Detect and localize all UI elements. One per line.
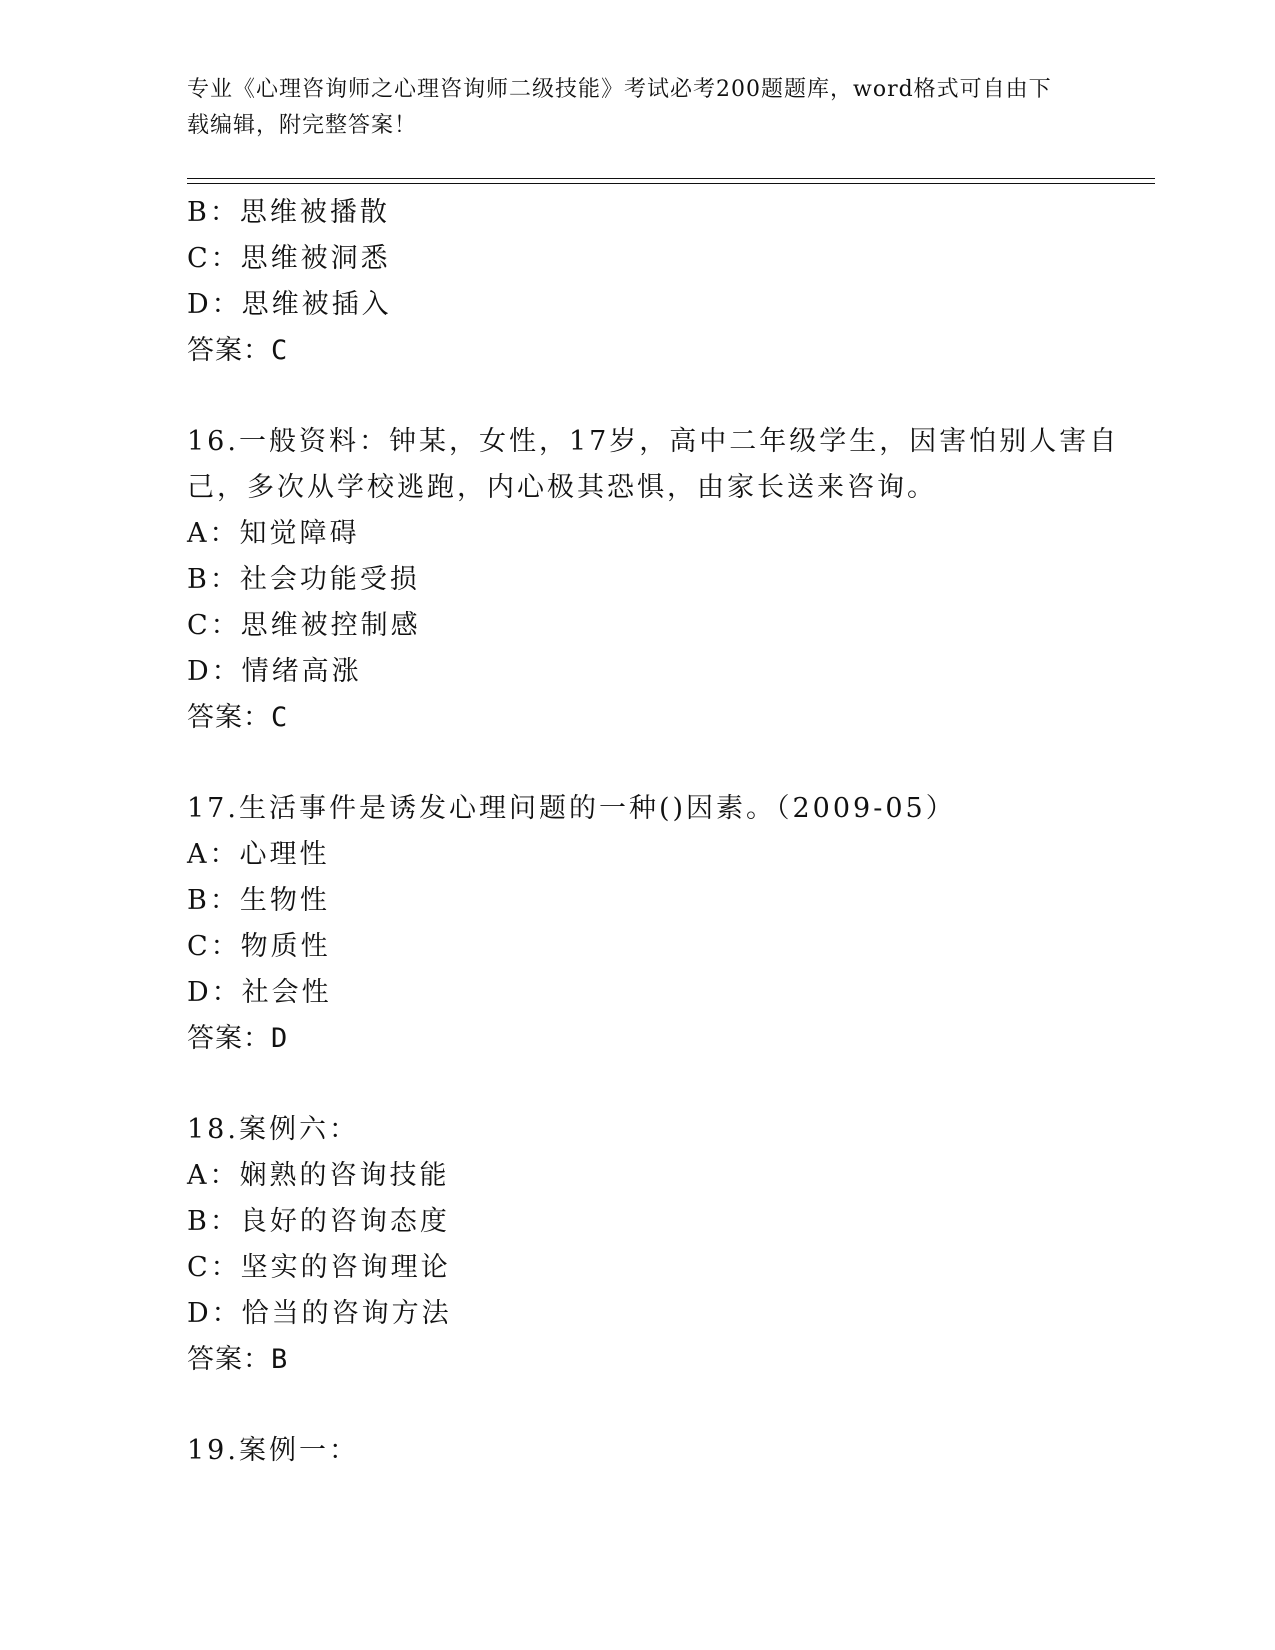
- spacer: [187, 374, 1087, 419]
- option-b: B：社会功能受损: [187, 564, 420, 595]
- spacer: [187, 741, 1087, 786]
- option-b: B：良好的咨询态度: [187, 1206, 450, 1237]
- spacer: [187, 1383, 1087, 1428]
- option-d: D：思维被插入: [187, 289, 392, 320]
- question-content: [187, 190, 1120, 1474]
- option-c: C：物质性: [187, 931, 331, 962]
- question-17: [187, 786, 1087, 1062]
- answer: 答案：D: [187, 1023, 289, 1054]
- header-rule-top: [187, 178, 1155, 179]
- answer: 答案：C: [187, 702, 289, 733]
- question-stem-line-1: 16.一般资料：钟某，女性，17岁，高中二年级学生，因害怕别人害自: [187, 426, 1120, 457]
- answer: 答案：C: [187, 335, 289, 366]
- spacer: [187, 1062, 1087, 1107]
- question-stem: 19.案例一：: [187, 1435, 359, 1466]
- option-b: B：思维被播散: [187, 197, 390, 228]
- option-d: D：社会性: [187, 977, 332, 1008]
- answer: 答案：B: [187, 1344, 289, 1375]
- question-stem: 18.案例六：: [187, 1114, 359, 1145]
- option-c: C：思维被洞悉: [187, 243, 391, 274]
- option-c: C：思维被控制感: [187, 610, 421, 641]
- option-a: A：知觉障碍: [187, 518, 360, 549]
- question-16: [187, 419, 1120, 741]
- question-15: [187, 190, 1087, 374]
- option-c: C：坚实的咨询理论: [187, 1252, 451, 1283]
- question-18: [187, 1107, 1087, 1383]
- header-rule-bottom: [187, 183, 1155, 184]
- question-19: [187, 1428, 1087, 1474]
- document-header: 专业《心理咨询师之心理咨询师二级技能》考试必考200题题库，word格式可自由下载编辑，附完整答案！: [187, 77, 1052, 138]
- option-d: D：恰当的咨询方法: [187, 1298, 452, 1329]
- option-a: A：娴熟的咨询技能: [187, 1160, 450, 1191]
- option-b: B：生物性: [187, 885, 330, 916]
- option-a: A：心理性: [187, 839, 330, 870]
- question-stem-line-2: 己，多次从学校逃跑，内心极其恐惧，由家长送来咨询。: [187, 472, 937, 503]
- question-stem: 17.生活事件是诱发心理问题的一种()因素。（2009-05）: [187, 793, 956, 824]
- option-d: D：情绪高涨: [187, 656, 362, 687]
